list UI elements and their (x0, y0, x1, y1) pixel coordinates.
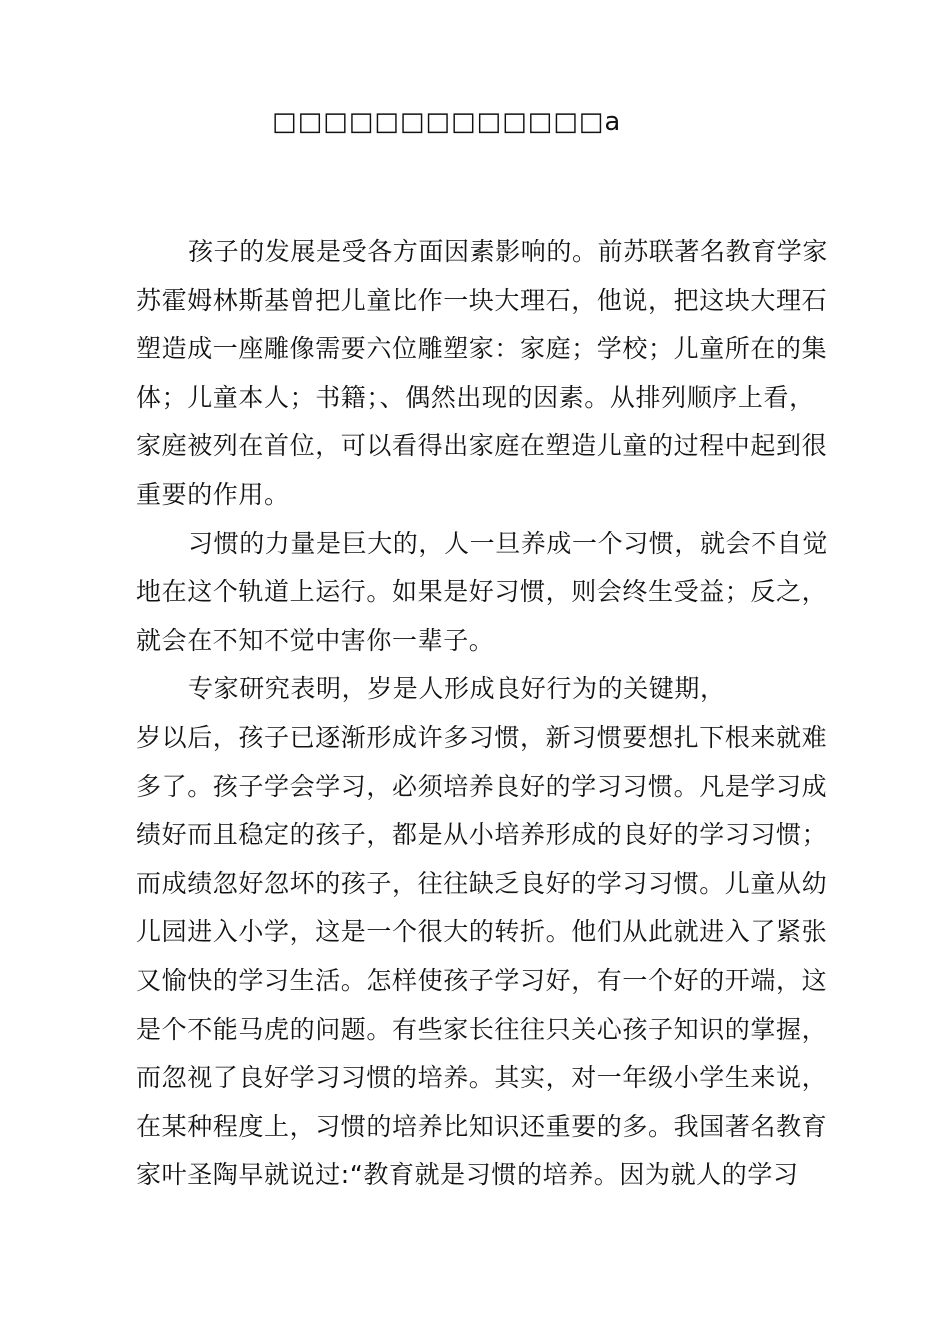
text-line: 重要的作用。 (136, 479, 290, 509)
text-line: 而成绩忽好忽坏的孩子，往往缺乏良好的学习习惯。儿童从幼 (136, 868, 828, 898)
text-line: 孩子的发展是受各方面因素影响的。前苏联著名教育学家 (188, 237, 829, 266)
text-line: 又愉快的学习生活。怎样使孩子学习好，有一个好的开端，这 (136, 965, 828, 995)
text-line: 岁以后，孩子已逐渐形成许多习惯，新习惯要想扎下根来就难 (136, 722, 828, 752)
text-line: 儿园进入小学，这是一个很大的转折。他们从此就进入了紧张 (136, 917, 828, 947)
text-line: 苏霍姆林斯基曾把儿童比作一块大理石，他说，把这块大理石 (136, 285, 828, 315)
text-line: 是个不能马虎的问题。有些家长往往只关心孩子知识的掌握， (136, 1014, 828, 1044)
paragraph-habit-power (136, 520, 830, 666)
paragraph-family-influence (136, 228, 830, 520)
text-line: 而忽视了良好学习习惯的培养。其实，对一年级小学生来说， (136, 1063, 828, 1093)
text-line: 塑造成一座雕像需要六位雕塑家：家庭；学校；儿童所在的集 (136, 334, 828, 364)
text-line: 习惯的力量是巨大的，人一旦养成一个习惯，就会不自觉 (188, 528, 829, 558)
text-line: 在某种程度上，习惯的培养比知识还重要的多。我国著名教育 (136, 1111, 828, 1141)
document-body (136, 228, 830, 1200)
text-line: 多了。孩子学会学习，必须培养良好的学习习惯。凡是学习成 (136, 771, 828, 801)
text-line: 家庭被列在首位，可以看得出家庭在塑造儿童的过程中起到很 (136, 431, 828, 461)
document-title: □□□□□□□□□□□□□a (272, 107, 622, 137)
text-line: 绩好而且稳定的孩子，都是从小培养形成的良好的学习习惯； (136, 820, 828, 850)
text-line: 地在这个轨道上运行。如果是好习惯，则会终生受益；反之， (136, 577, 828, 607)
text-line: 家叶圣陶早就说过:“教育就是习惯的培养。因为就人的学习 (136, 1160, 799, 1190)
text-line: 就会在不知不觉中害你一辈子。 (136, 625, 495, 655)
text-line: 体；儿童本人；书籍；、偶然出现的因素。从排列顺序上看， (136, 382, 815, 412)
text-line: 专家研究表明，岁是人形成良好行为的关键期， (188, 674, 726, 704)
paragraph-learning-habits (136, 665, 830, 1200)
